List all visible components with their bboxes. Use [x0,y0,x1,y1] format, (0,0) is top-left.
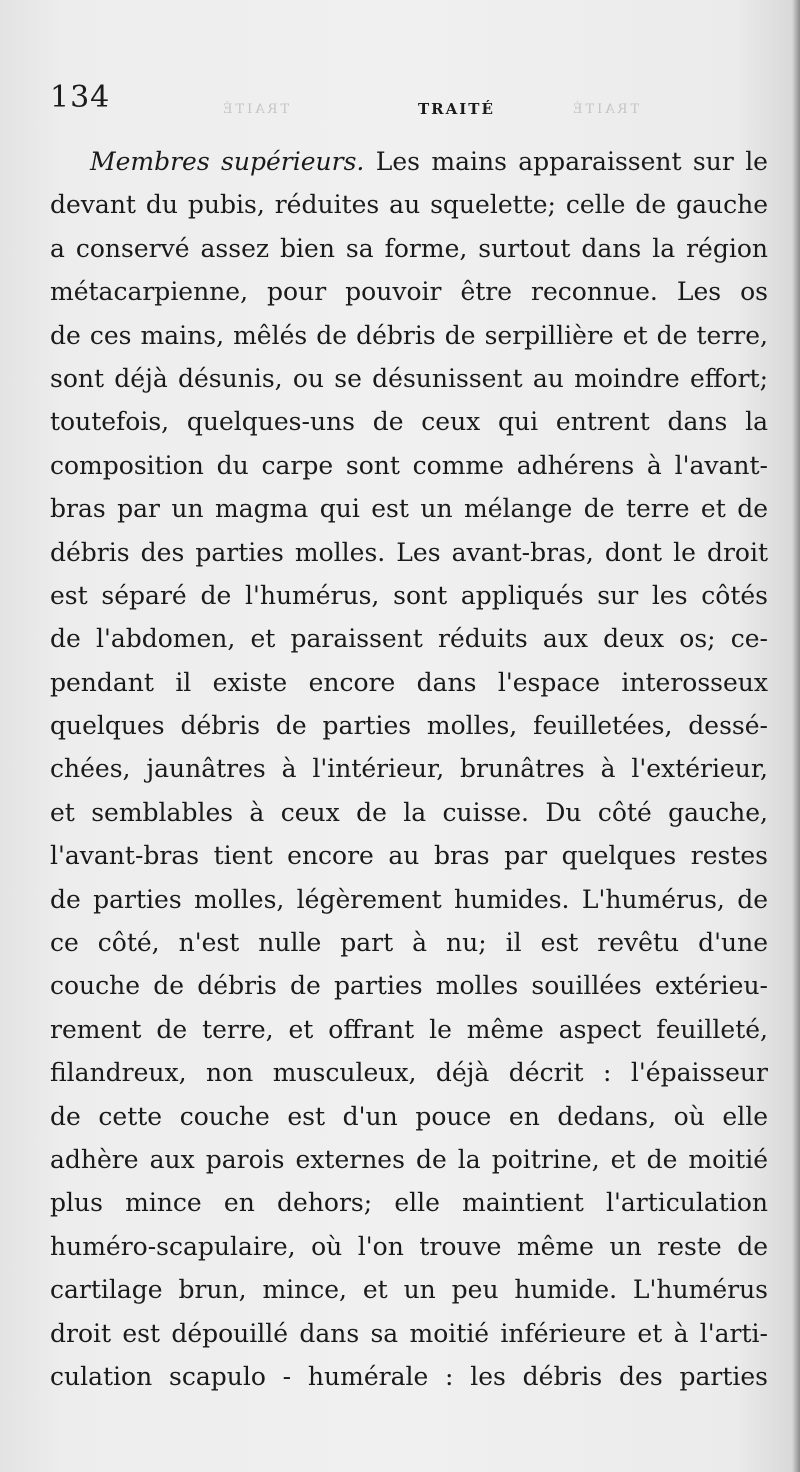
text-line: sont déjà désunis, ou se désunissent au moindre effort; [50,363,768,393]
text-line: adhère aux parois externes de la poitrine, et de moitié [50,1144,768,1174]
text-line: est séparé de l'humérus, sont appliqués sur les côtés [50,580,768,610]
text-line: culation scapulo - humérale : les débris des parties [50,1361,768,1391]
text-line: droit est dépouillé dans sa moitié inférieure et à l'arti- [50,1318,768,1348]
text-line: a conservé assez bien sa forme, surtout dans la région [50,233,768,263]
text-line: composition du carpe sont comme adhérens à l'avant- [50,450,768,480]
text-line: de ces mains, mêlés de débris de serpillière et de terre, [50,320,768,350]
text-line: pendant il existe encore dans l'espace interosseux [50,667,768,697]
text-line: huméro-scapulaire, où l'on trouve même un reste de [50,1231,768,1261]
show-through-text: TRAITÉ [570,102,640,117]
text-line: métacarpienne, pour pouvoir être reconnue. Les os [50,277,768,307]
show-through-text: TRAITÉ [220,102,290,117]
text-line: et semblables à ceux de la cuisse. Du côté gauche, [50,797,768,827]
text-line: cartilage brun, mince, et un peu humide. L'humérus [50,1275,768,1305]
text-line: ce côté, n'est nulle part à nu; il est revêtu d'une [50,928,768,958]
text-line: de parties molles, légèrement humides. L'humérus, de [50,884,768,914]
text-line: rement de terre, et offrant le même aspect feuilleté, [50,1014,768,1044]
text-line: l'avant-bras tient encore au bras par quelques restes [50,841,768,871]
text-line: toutefois, quelques-uns de ceux qui entrent dans la [50,407,768,437]
text-line [50,140,768,183]
text-line: bras par un magma qui est un mélange de terre et de [50,494,768,524]
text-line: quelques débris de parties molles, feuilletées, dessé- [50,711,768,741]
text-line: filandreux, non musculeux, déjà décrit : l'épaisseur [50,1058,768,1088]
page-number: 134 [50,80,111,115]
text-line: débris des parties molles. Les avant-bras, dont le droit [50,537,768,567]
text-line: couche de débris de parties molles souillées extérieu- [50,971,768,1001]
text-line: de cette couche est d'un pouce en dedans, où elle [50,1101,768,1131]
body-text [50,140,768,1398]
text-line: chées, jaunâtres à l'intérieur, brunâtres à l'extérieur, [50,754,768,784]
running-head: TRAITÉ [418,100,495,118]
section-title: Membres supérieurs. [90,147,365,176]
text-line: de l'abdomen, et paraissent réduits aux deux os; ce- [50,624,768,654]
page-header [50,80,768,124]
text-line-content: Les mains apparaissent sur le [375,147,768,176]
text-line: plus mince en dehors; elle maintient l'articulation [50,1188,768,1218]
page-edge-shadow [792,0,800,1472]
text-line: devant du pubis, réduites au squelette; celle de gauche [50,190,768,220]
